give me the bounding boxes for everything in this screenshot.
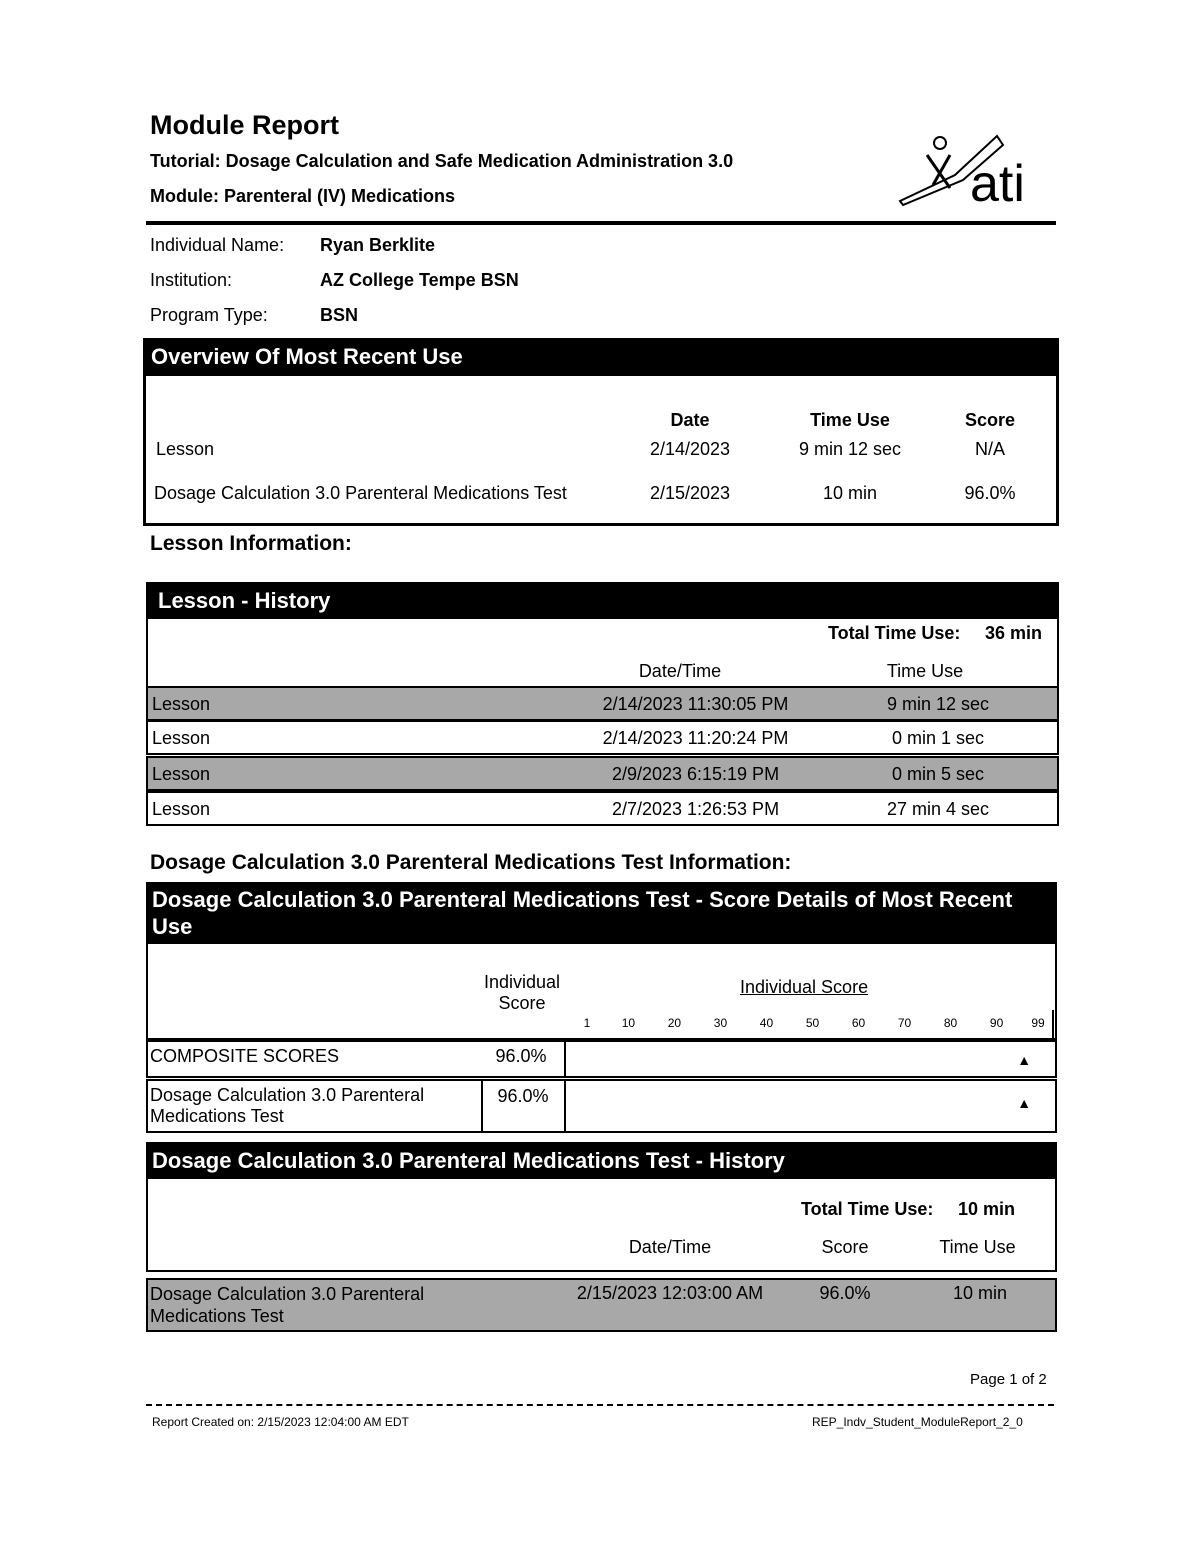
overview-row-2-date: 2/15/2023 (649, 483, 731, 503)
scale-tick: 10 (621, 1016, 636, 1030)
report-id: REP_Indv_Student_ModuleReport_2_0 (812, 1415, 1023, 1429)
tutorial-title: Tutorial: Dosage Calculation and Safe Medication Administration 3.0 (150, 151, 734, 171)
overview-score-header: Score (964, 410, 1016, 430)
lesson-total-value: 36 min (985, 623, 1043, 643)
test-history-title: Dosage Calculation 3.0 Parenteral Medications Test - History (146, 1142, 1057, 1179)
row-name: Lesson (152, 764, 211, 784)
student-name: Ryan Berklite (320, 235, 436, 255)
row-name: Lesson (152, 799, 211, 819)
name-label: Individual Name: (150, 235, 285, 255)
test-score-divider-2 (564, 1079, 566, 1133)
scale-tick: 50 (805, 1016, 820, 1030)
program-value: BSN (320, 305, 359, 325)
row-name: Lesson (152, 694, 211, 714)
test-history-timeuse: 10 min (952, 1283, 1008, 1303)
test-history-name: Dosage Calculation 3.0 Parenteral Medications Test (150, 1284, 425, 1326)
lesson-datetime-header: Date/Time (638, 661, 722, 681)
row-datetime: 2/7/2023 1:26:53 PM (611, 799, 780, 819)
lesson-history-title: Lesson - History (146, 582, 1059, 619)
table-row (146, 686, 1059, 721)
module-title: Module: Parenteral (IV) Medications (150, 186, 456, 206)
scale-header: Individual Score (740, 977, 869, 997)
test-history-datetime: 2/15/2023 12:03:00 AM (576, 1283, 764, 1303)
table-row (146, 756, 1059, 791)
scale-tick: 60 (851, 1016, 866, 1030)
row-timeuse: 27 min 4 sec (886, 799, 990, 819)
overview-row-1-time: 9 min 12 sec (798, 439, 902, 459)
footer-divider (146, 1404, 1054, 1406)
overview-row-2-time: 10 min (822, 483, 878, 503)
lesson-info-heading: Lesson Information: (150, 532, 352, 555)
table-row (146, 720, 1059, 755)
overview-row-2-score: 96.0% (964, 483, 1016, 503)
test-info-heading: Dosage Calculation 3.0 Parenteral Medications Test Information: (150, 851, 792, 874)
row-datetime: 2/9/2023 6:15:19 PM (611, 764, 780, 784)
header-divider (146, 221, 1056, 225)
ati-logo (895, 133, 1045, 218)
individual-score-header: Individual Score (483, 972, 561, 1013)
overview-time-header: Time Use (810, 410, 890, 430)
overview-date-header: Date (670, 410, 710, 430)
score-panel-right-border (1055, 944, 1057, 1040)
test-timeuse-header: Time Use (939, 1237, 1016, 1257)
lesson-total-label: Total Time Use: (828, 623, 961, 643)
page-number: Page 1 of 2 (970, 1371, 1047, 1388)
overview-row-1-name: Lesson (156, 439, 215, 459)
scale-tick: 70 (897, 1016, 912, 1030)
report-created: Report Created on: 2/15/2023 12:04:00 AM EDT (152, 1415, 409, 1429)
scale-tick: 1 (583, 1016, 591, 1030)
row-name: Lesson (152, 728, 211, 748)
institution-label: Institution: (150, 270, 233, 290)
overview-title: Overview Of Most Recent Use (143, 338, 1059, 376)
row-timeuse: 0 min 1 sec (891, 728, 985, 748)
institution-value: AZ College Tempe BSN (320, 270, 519, 290)
test-datetime-header: Date/Time (628, 1237, 712, 1257)
row-datetime: 2/14/2023 11:30:05 PM (602, 694, 789, 714)
overview-row-1-date: 2/14/2023 (649, 439, 731, 459)
overview-row-1-score: N/A (974, 439, 1005, 459)
test-score-name: Dosage Calculation 3.0 Parenteral Medications Test (150, 1085, 425, 1126)
test-history-score: 96.0% (819, 1283, 871, 1303)
test-score-header: Score (821, 1237, 869, 1257)
scale-tick: 80 (943, 1016, 958, 1030)
row-timeuse: 9 min 12 sec (886, 694, 990, 714)
score-panel-left-border (146, 944, 148, 1040)
program-label: Program Type: (150, 305, 268, 325)
row-datetime: 2/14/2023 11:20:24 PM (602, 728, 789, 748)
page-title: Module Report (150, 110, 339, 140)
table-row (146, 791, 1059, 826)
ati-logo-text: ati (970, 155, 1025, 213)
composite-score-marker: ▲ (1017, 1052, 1032, 1068)
overview-row-2-name: Dosage Calculation 3.0 Parenteral Medications Test (154, 483, 567, 503)
scale-tick: 40 (759, 1016, 774, 1030)
scale-tick: 99 (1031, 1016, 1045, 1030)
test-total-value: 10 min (958, 1199, 1016, 1219)
test-score-marker: ▲ (1017, 1095, 1032, 1111)
scale-tick: 20 (667, 1016, 682, 1030)
test-score-value: 96.0% (497, 1086, 549, 1106)
scale-tick: 90 (989, 1016, 1004, 1030)
scale-tick: 30 (713, 1016, 728, 1030)
score-details-title: Dosage Calculation 3.0 Parenteral Medications Test - Score Details of Most Recent Use (146, 882, 1057, 944)
test-total-label: Total Time Use: (801, 1199, 934, 1219)
scale-end-mark (1052, 1010, 1054, 1040)
composite-score: 96.0% (495, 1046, 547, 1066)
row-timeuse: 0 min 5 sec (891, 764, 985, 784)
lesson-timeuse-header: Time Use (886, 661, 964, 681)
composite-name: COMPOSITE SCORES (150, 1046, 340, 1066)
